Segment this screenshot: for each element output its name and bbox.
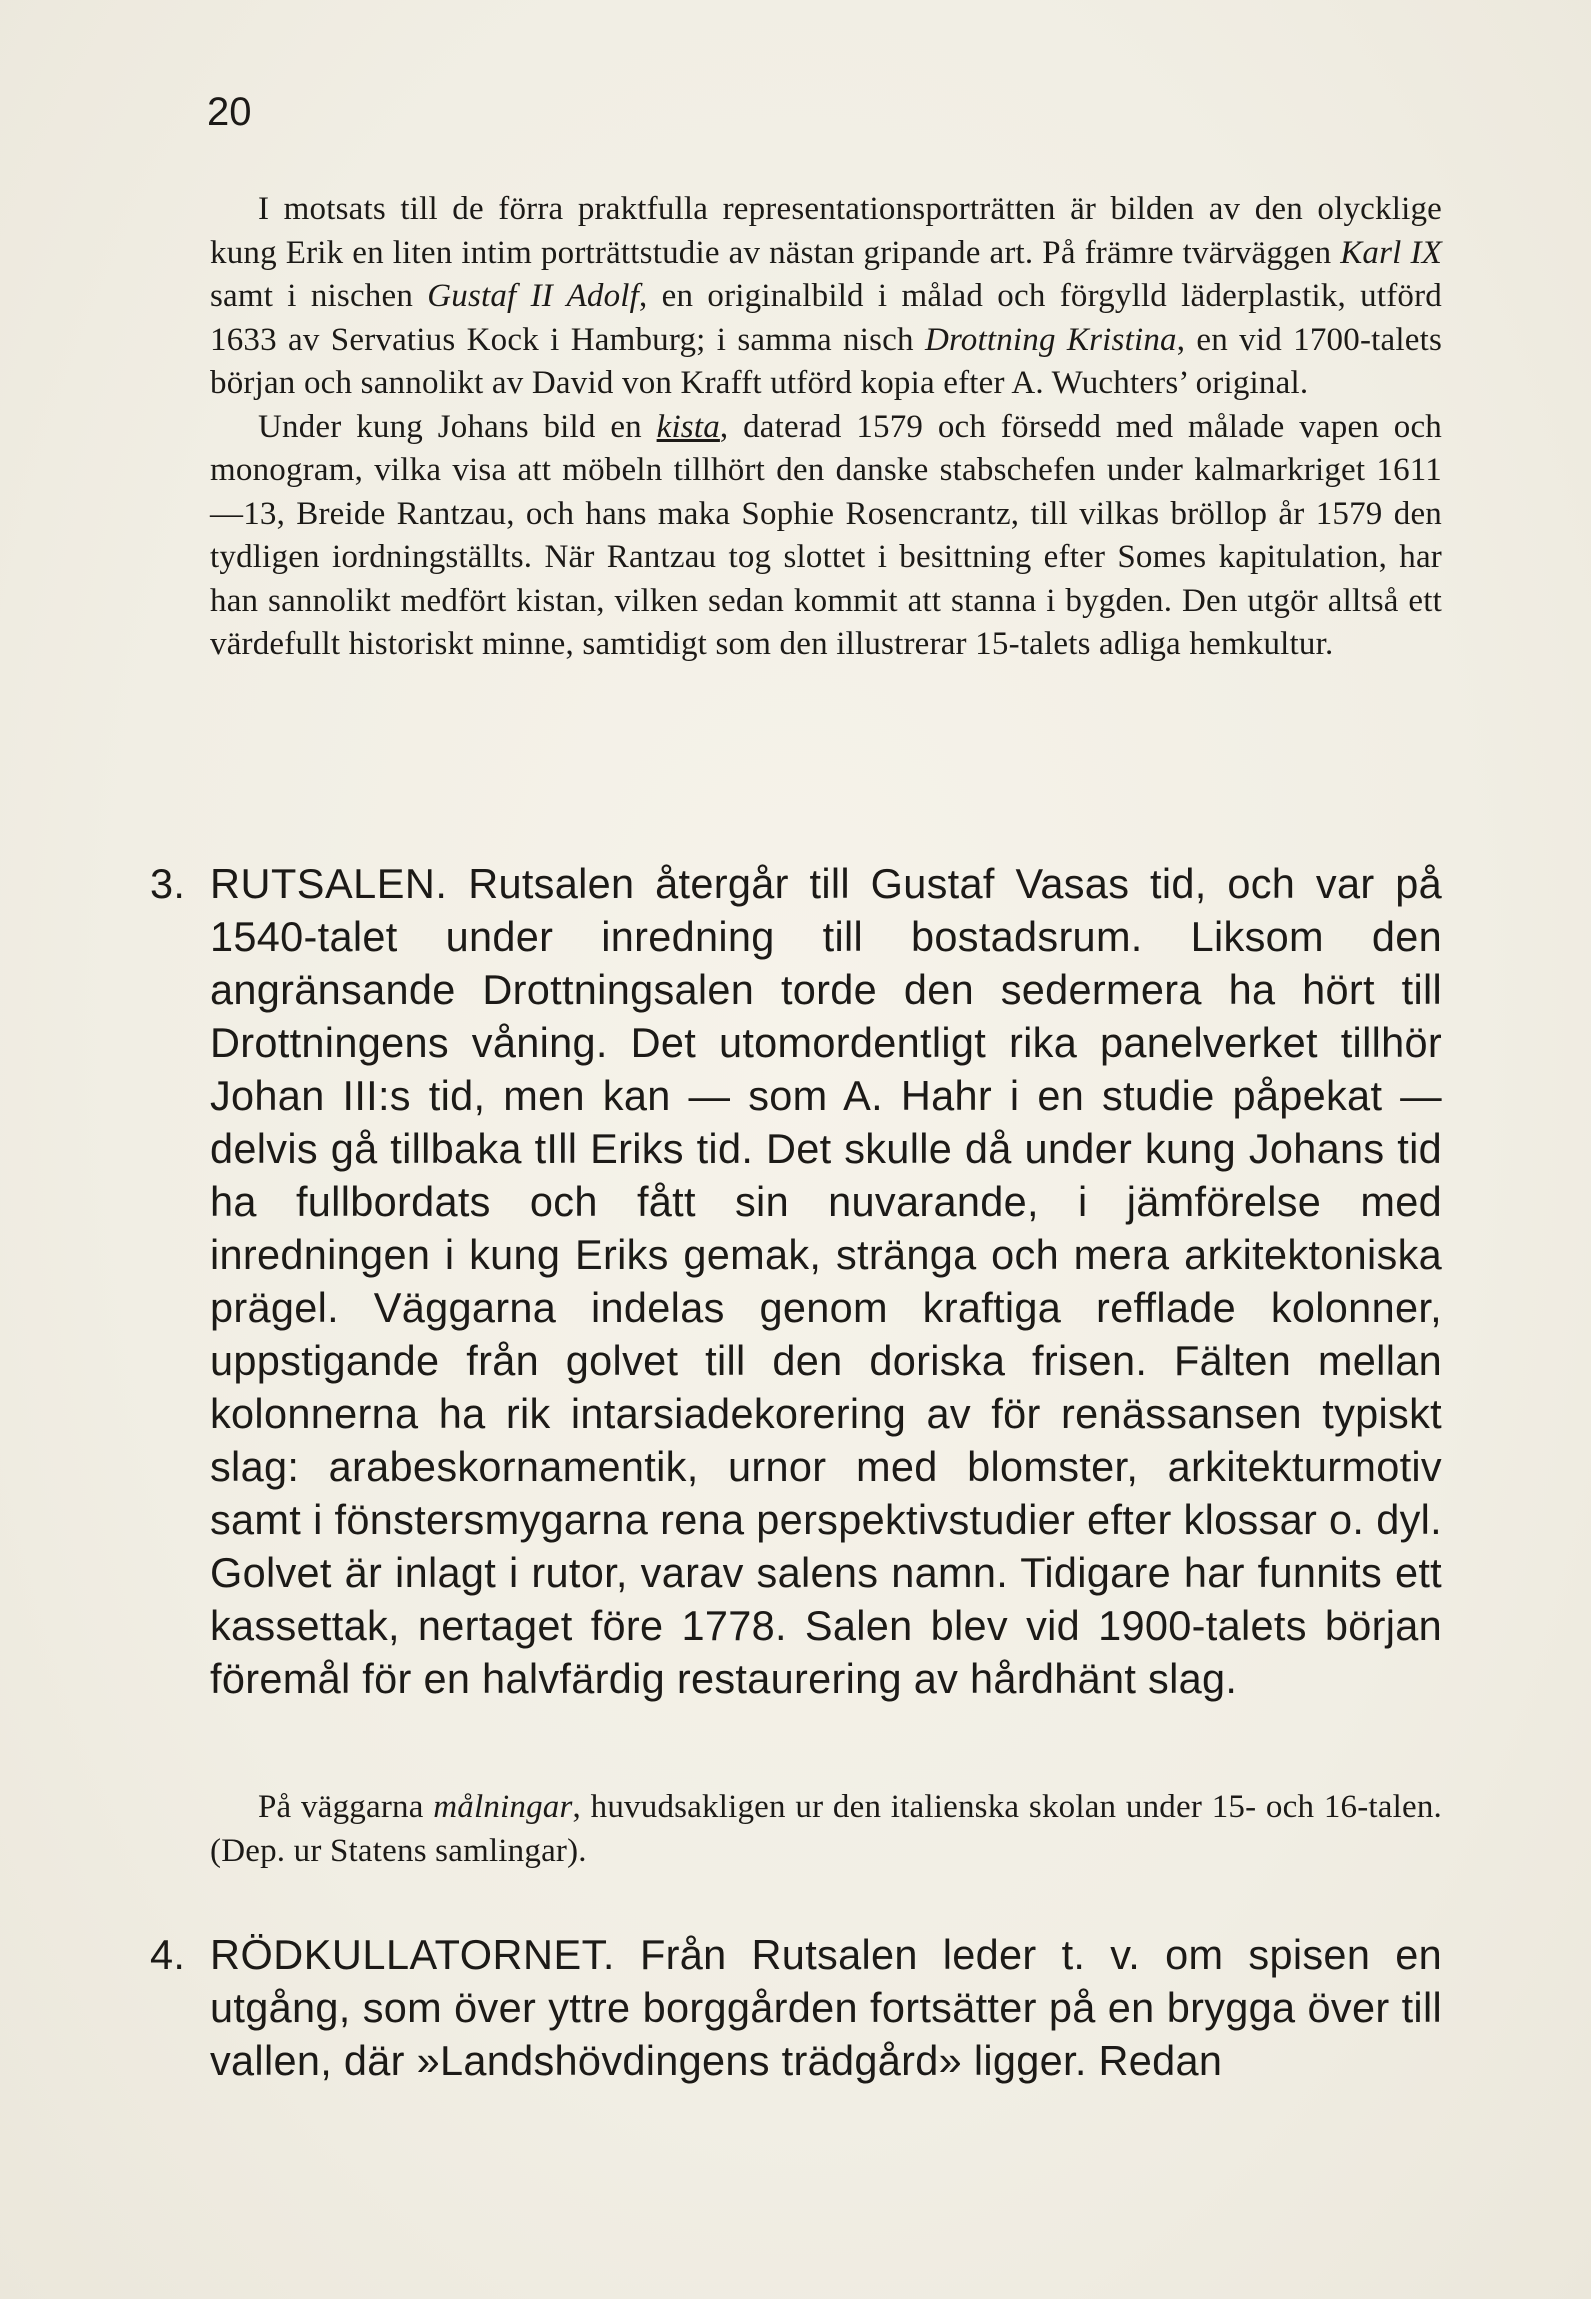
intro-text-block <box>210 188 1442 667</box>
intro-p1-text-a: I motsats till de förra praktfulla representationsporträtten är bilden av den olycklige kung Erik en liten intim porträttstudie av nästan gripande art. På främre tvärväggen <box>210 191 1442 271</box>
section-3-text: Rutsalen återgår till Gustaf Vasas tid, och var på 1540-talet under inredning till bostadsrum. Liksom den angränsande Drottningsalen torde den sedermera ha hört till Drottningens våning. Det utomordentligt rika panelverket tillhör Johan III:s tid, men kan — som A. Hahr i en studie påpekat — delvis gå tillbaka tIll Eriks tid. Det skulle då under kung Johans tid ha fullbordats och fått sin nuvarande, i jämförelse med inredningen i kung Eriks gemak, stränga och mera arkitektoniska prägel. Väggarna indelas genom kraftiga refflade kolonner, uppstigande från golvet till den doriska frisen. Fälten mellan kolonnerna ha rik intarsiadekorering av för renässansen typiskt slag: arabeskornamentik, urnor med blomster, arkitekturmotiv samt i fönstersmygarna rena perspektivstudier efter klossar o. dyl. Golvet är inlagt i rutor, varav salens namn. Tidigare har funnits ett kassettak, nertaget före 1778. Salen blev vid 1900-talets början föremål för en halvfärdig restaurering av hårdhänt slag. <box>210 860 1442 1702</box>
section-4-text: Från Rutsalen leder t. v. om spisen en utgång, som över yttre borggården fortsätter på en brygga över till vallen, där »Landshövdingens trädgård» ligger. Redan <box>210 1931 1442 2084</box>
intro-p1-text-b: samt i nischen <box>210 278 428 314</box>
section-4-body <box>210 1928 1442 2087</box>
section-rutsalen <box>150 857 1442 1705</box>
section-4-number: 4. <box>150 1931 186 1978</box>
paintings-text-b: , huvudsakligen ur den italienska skolan under 15- och 16-talen. (Dep. ur Statens samlingar). <box>210 1789 1442 1869</box>
intro-p1-italic-gustaf: Gustaf II Adolf <box>427 278 640 314</box>
section-3-body <box>210 857 1442 1705</box>
section-4-heading: RÖDKULLATORNET. <box>210 1931 615 1978</box>
intro-p2-italic-kista: kista <box>656 408 720 445</box>
section-3-number: 3. <box>150 860 186 907</box>
paintings-italic-malningar: målningar <box>433 1789 573 1825</box>
intro-p2-text-a: Under kung Johans bild en <box>258 408 657 445</box>
paintings-paragraph <box>210 1786 1442 1873</box>
intro-p2-text-b: , daterad 1579 och försedd med målade vapen och monogram, vilka visa att möbeln tillhört den danske stabschefen under kalmarkriget 1611—13, Breide Rantzau, och hans maka Sophie Rosencrantz, till vilkas bröllop år 1579 den tydligen iordningställts. När Rantzau tog slottet i besittning efter Somes kapitulation, har han sannolikt medfört kistan, vilken sedan kommit att stanna i bygden. Den utgör alltså ett värdefullt historiskt minne, samtidigt som den illustrerar 15-talets adliga hemkultur. <box>210 408 1442 662</box>
intro-p1-text-c: , en originalbild i målad och förgylld läderplastik, utförd 1633 av Servatius Kock i Hamburg; i samma nisch <box>210 278 1442 358</box>
intro-paragraph-portraits <box>210 188 1442 406</box>
section-3-heading: RUTSALEN. <box>210 860 448 907</box>
intro-p1-italic-kristina: Drottning Kristina <box>924 321 1177 358</box>
intro-paragraph-kista <box>210 406 1442 667</box>
page-number: 20 <box>207 90 252 134</box>
intro-p1-text-d: , en vid 1700-talets början och sannolikt av David von Krafft utförd kopia efter A. Wuchters’ original. <box>210 321 1442 401</box>
section-rodkullatornet <box>150 1928 1442 2087</box>
paintings-text-a: På väggarna <box>258 1789 434 1825</box>
paintings-note <box>210 1786 1442 1873</box>
intro-p1-italic-karl-ix: Karl IX <box>1340 234 1442 271</box>
